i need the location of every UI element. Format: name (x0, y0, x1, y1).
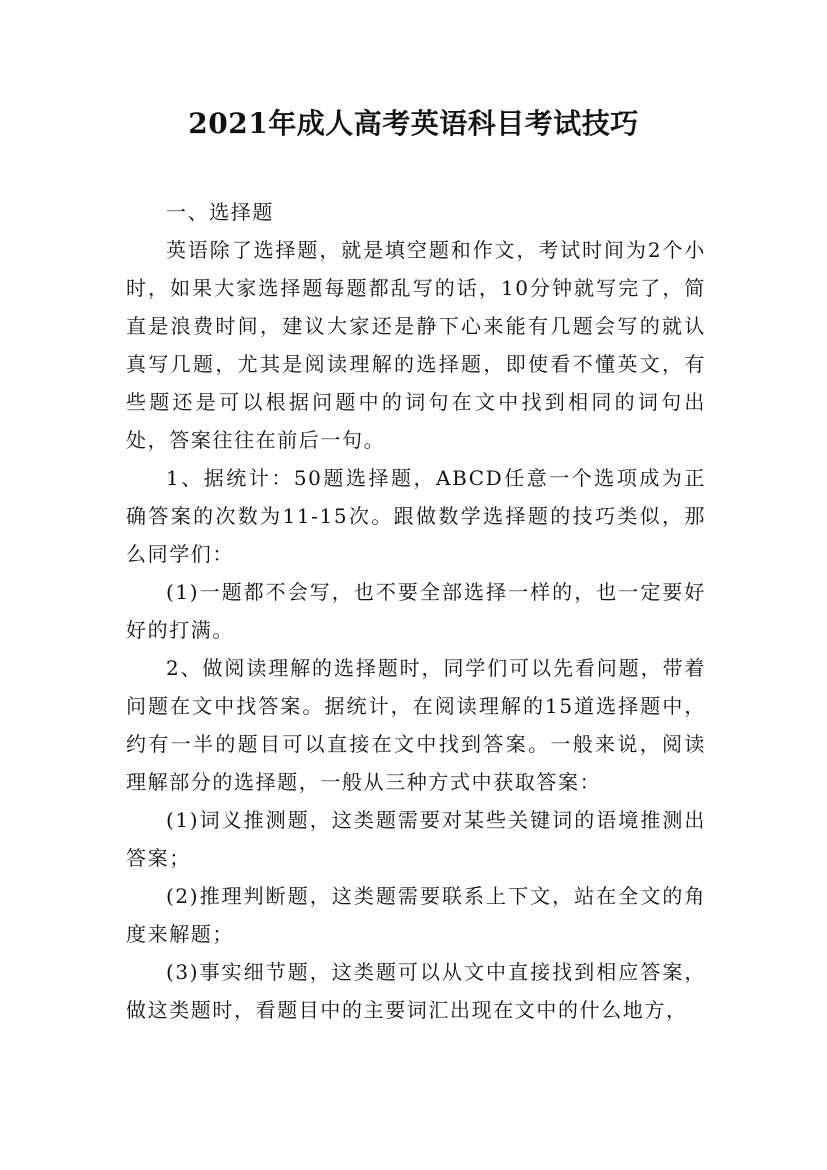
paragraph-point-2-sub-1: (1)词义推测题，这类题需要对某些关键词的语境推测出答案； (126, 808, 706, 870)
paragraph-point-1: 1、据统计：50题选择题，ABCD任意一个选项成为正确答案的次数为11-15次。跟做数学选择题的技巧类似，那么同学们： (126, 466, 706, 566)
document-body (126, 193, 706, 1029)
section-heading-choice-questions: 一、选择题 (166, 200, 274, 224)
paragraph-point-1-sub-1: (1)一题都不会写，也不要全部选择一样的，也一定要好好的打满。 (126, 580, 706, 642)
paragraph-point-2-sub-3: (3)事实细节题，这类题可以从文中直接找到相应答案，做这类题时，看题目中的主要词汇出现在文中的什么地方， (126, 960, 706, 1022)
paragraph-point-2: 2、做阅读理解的选择题时，同学们可以先看问题，带着问题在文中找答案。据统计，在阅读理解的15道选择题中，约有一半的题目可以直接在文中找到答案。一般来说，阅读理解部分的选择题，一般从三种方式中获取答案： (126, 656, 706, 794)
document-title: 2021年成人高考英语科目考试技巧 (188, 107, 639, 140)
paragraph-intro: 英语除了选择题，就是填空题和作文，考试时间为2个小时，如果大家选择题每题都乱写的话，10分钟就写完了，简直是浪费时间，建议大家还是静下心来能有几题会写的就认真写几题，尤其是阅读理解的选择题，即使看不懂英文，有些题还是可以根据问题中的词句在文中找到相同的词句出处，答案往往在前后一句。 (126, 238, 706, 452)
paragraph-point-2-sub-2: (2)推理判断题，这类题需要联系上下文，站在全文的角度来解题； (126, 884, 706, 946)
